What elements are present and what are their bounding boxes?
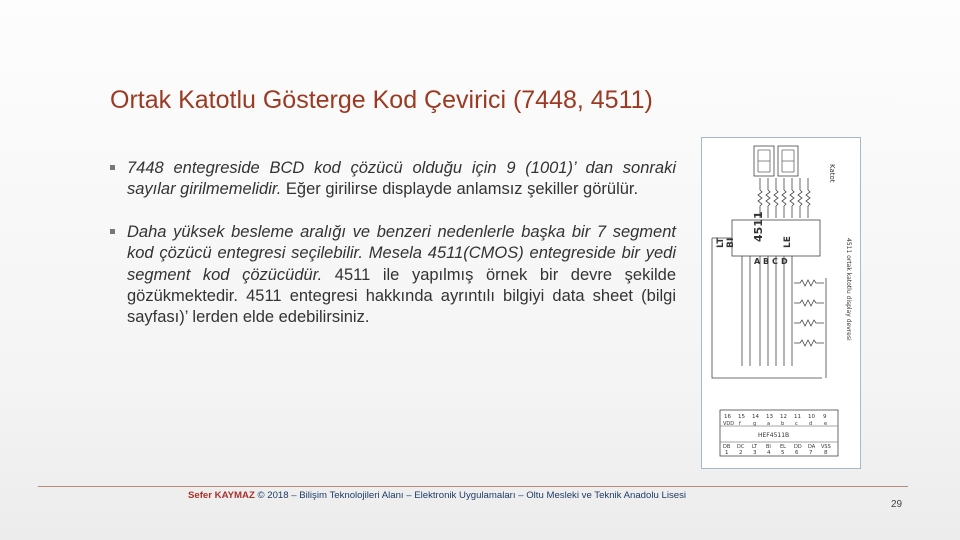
pin-label-le: LE	[783, 236, 793, 248]
svg-text:3: 3	[753, 450, 757, 456]
svg-text:6: 6	[795, 450, 799, 456]
svg-text:8: 8	[824, 450, 828, 456]
svg-text:d: d	[809, 421, 813, 427]
svg-text:1: 1	[725, 450, 729, 456]
bullet-text: Eğer girilirse displayde anlamsız şekiller görülür.	[281, 180, 639, 199]
svg-text:f: f	[739, 421, 741, 427]
pin-label-bi: BI	[726, 237, 736, 248]
svg-text:11: 11	[794, 414, 801, 420]
input-label: A	[754, 257, 761, 266]
pin-numbers-bottom	[725, 450, 828, 456]
svg-text:g: g	[753, 421, 757, 427]
diagram-caption: 4511 ortak katotlu display devresi	[845, 238, 852, 341]
footer-text: © 2018 – Bilişim Teknolojileri Alanı – Elektronik Uygulamaları – Oltu Mesleki ve Teknik Anadolu Lisesi	[254, 490, 687, 501]
svg-text:BI: BI	[766, 444, 771, 450]
slide-title: Ortak Katotlu Gösterge Kod Çevirici (7448, 4511)	[110, 86, 653, 114]
svg-text:c: c	[795, 421, 798, 427]
katot-label: Katot	[828, 164, 836, 183]
input-label: D	[781, 257, 788, 266]
svg-text:LT: LT	[752, 444, 758, 450]
svg-text:15: 15	[738, 414, 745, 420]
svg-text:4: 4	[767, 450, 771, 456]
svg-text:14: 14	[752, 414, 759, 420]
svg-text:a: a	[767, 421, 771, 427]
pin-numbers-top	[724, 414, 827, 420]
svg-text:DD: DD	[794, 444, 802, 450]
bullet-text-italic: Daha yüksek besleme aralığı ve benzeri nedenlerle başka bir 7 segment kod çözücü entegresi seçilebilir. Mesela 4511(CMOS) entegreside bir yedi segment kod çözücüdür.	[127, 222, 676, 284]
svg-text:e: e	[824, 421, 828, 427]
bullet-text: 4511 ile yapılmış örnek bir devre şekilde gözükmektedir. 4511 entegresi hakkında ayrıntılı bilgiyi data sheet (bilgi sayfası)’ lerden elde edebilirsiniz.	[127, 265, 677, 327]
svg-text:16: 16	[724, 414, 731, 420]
pin-label-lt: LT	[716, 237, 726, 248]
square-bullet-icon	[110, 229, 115, 234]
circuit-schematic	[702, 138, 860, 468]
svg-text:2: 2	[739, 450, 743, 456]
svg-text:EL: EL	[780, 444, 786, 450]
bullet-text-italic: 7448 entegreside BCD kod çözücü olduğu için 9 (1001)’ dan sonraki sayılar girilmemelidir.	[127, 159, 676, 199]
svg-text:13: 13	[766, 414, 773, 420]
svg-text:DB: DB	[723, 444, 731, 450]
input-label: C	[772, 257, 778, 266]
circuit-diagram	[701, 137, 861, 469]
svg-text:12: 12	[780, 414, 787, 420]
svg-text:9: 9	[823, 414, 827, 420]
svg-text:VDD: VDD	[723, 421, 735, 427]
footer-author: Sefer KAYMAZ	[188, 490, 255, 501]
ic-label: 4511	[752, 211, 765, 242]
bullet-item	[110, 222, 676, 329]
svg-text:10: 10	[808, 414, 815, 420]
svg-text:b: b	[781, 421, 785, 427]
svg-text:DA: DA	[808, 444, 816, 450]
ic-block	[732, 220, 820, 256]
resistor-array	[758, 178, 810, 218]
bullet-list	[110, 158, 676, 329]
page-number: 29	[891, 499, 903, 510]
input-label: B	[763, 257, 770, 266]
svg-text:5: 5	[781, 450, 785, 456]
ic-part-label: HEF4511B	[758, 432, 790, 439]
svg-text:DC: DC	[737, 444, 745, 450]
svg-text:VSS: VSS	[821, 444, 831, 450]
footer	[188, 490, 686, 501]
bullet-item	[110, 158, 676, 201]
square-bullet-icon	[110, 165, 115, 170]
footer-divider	[38, 486, 908, 487]
svg-text:7: 7	[809, 450, 813, 456]
